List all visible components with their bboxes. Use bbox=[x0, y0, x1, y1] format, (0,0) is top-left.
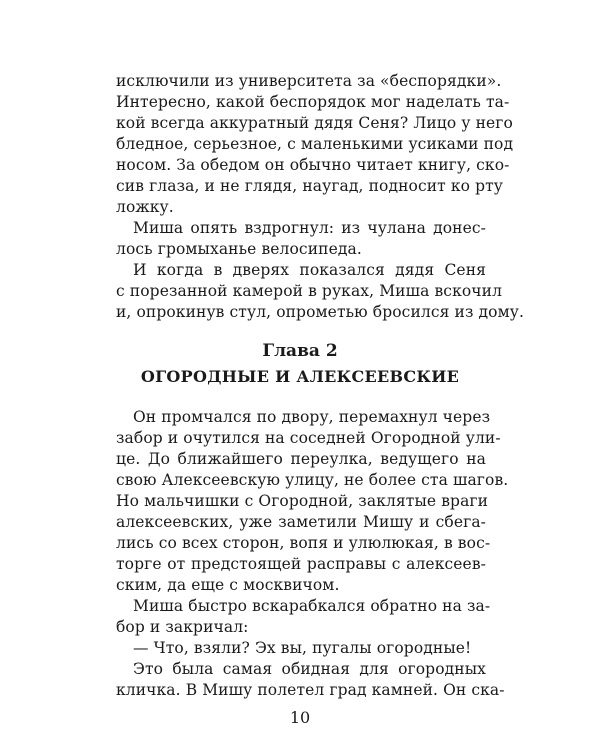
text-line: сив глаза, и не глядя, наугад, подносит ко рту bbox=[116, 177, 504, 195]
text-line: це. До ближайшего переулка, ведущего на bbox=[116, 450, 486, 468]
text-line: Миша опять вздрогнул: из чулана донес- bbox=[133, 219, 486, 237]
text-line: И когда в дверях показался дядя Сеня bbox=[133, 261, 486, 279]
text-line: лись со всех сторон, вопя и улюлюкая, в вос- bbox=[116, 534, 491, 552]
text-line: Это была самая обидная для огородных bbox=[133, 660, 486, 678]
text-line: носом. За обедом он обычно читает книгу, ско- bbox=[116, 156, 510, 174]
text-line: лось громыханье велосипеда. bbox=[116, 240, 362, 258]
text-line: исключили из университета за «беспорядки». bbox=[116, 72, 502, 90]
text-line: бледное, серьезное, с маленькими усиками под bbox=[116, 135, 514, 153]
text-line: ложку. bbox=[116, 198, 174, 216]
text-line: свою Алексеевскую улицу, не более ста шагов. bbox=[116, 471, 509, 489]
text-line: кой всегда аккуратный дядя Сеня? Лицо у него bbox=[116, 114, 513, 132]
text-line: алексеевских, уже заметили Мишу и сбега- bbox=[116, 513, 486, 531]
text-line: с порезанной камерой в руках, Миша вскочил bbox=[116, 282, 503, 300]
text-line: торге от предстоящей расправы с алексеев- bbox=[116, 555, 486, 573]
text-line: Миша быстро вскарабкался обратно на за- bbox=[133, 597, 491, 615]
text-line: кличка. В Мишу полетел град камней. Он ска- bbox=[116, 681, 505, 699]
text-line: забор и очутился на соседней Огородной ули- bbox=[116, 429, 501, 447]
text-line: — Что, взяли? Эх вы, пугалы огородные! bbox=[133, 639, 472, 657]
chapter-title: ОГОРОДНЫЕ И АЛЕКСЕЕВСКИЕ bbox=[140, 367, 460, 386]
text-line: ским, да еще с москвичом. bbox=[116, 576, 340, 594]
chapter-number: Глава 2 bbox=[262, 341, 338, 361]
text-line: Интересно, какой беспорядок мог наделать та- bbox=[116, 93, 510, 111]
text-line: Но мальчишки с Огородной, заклятые враги bbox=[116, 492, 489, 510]
text-line: Он промчался по двору, перемахнул через bbox=[133, 408, 491, 426]
page-number: 10 bbox=[289, 708, 311, 727]
text-line: бор и закричал: bbox=[116, 618, 249, 636]
text-line: и, опрокинув стул, опрометью бросился из дому. bbox=[116, 303, 525, 321]
